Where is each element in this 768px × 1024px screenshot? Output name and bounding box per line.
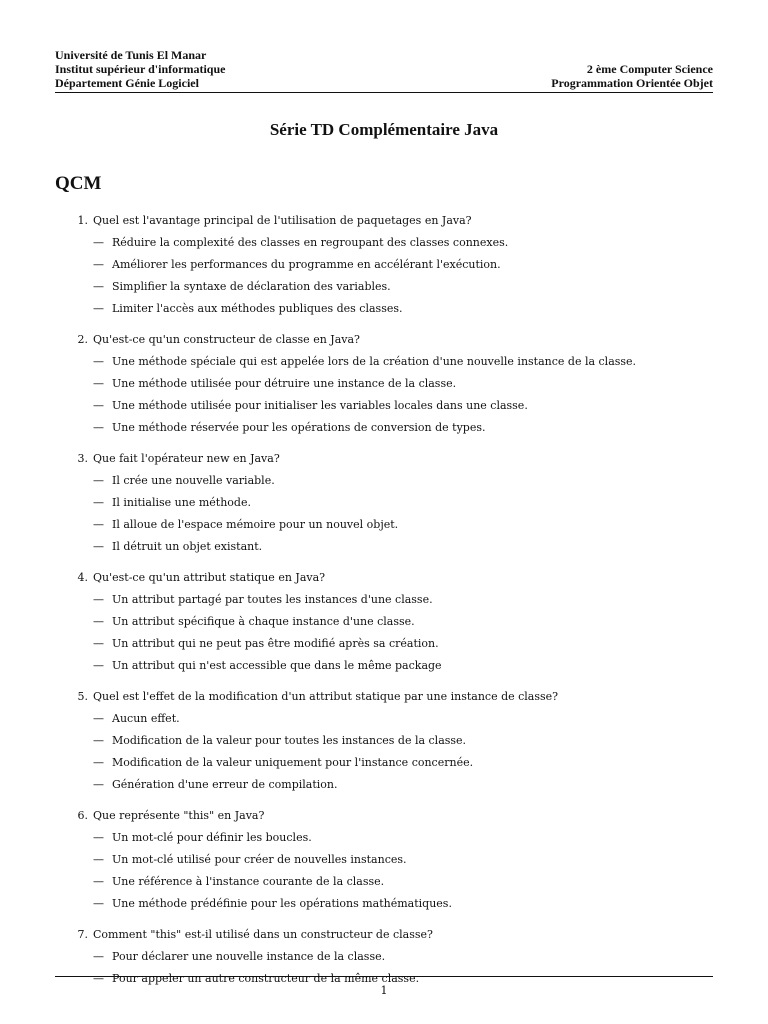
answer-option	[0, 276, 768, 298]
question-number: 5.	[77, 690, 88, 703]
question-line	[0, 448, 768, 470]
option-dash: —	[93, 421, 104, 434]
option-dash: —	[93, 258, 104, 271]
option-dash: —	[93, 778, 104, 791]
question-text: Quel est l'avantage principal de l'utilisation de paquetages en Java?	[93, 214, 472, 227]
option-dash: —	[93, 831, 104, 844]
option-text: Modification de la valeur uniquement pour l'instance concernée.	[112, 756, 474, 769]
header-row-1	[55, 48, 713, 62]
option-text: Il crée une nouvelle variable.	[112, 474, 275, 487]
question-item	[0, 210, 768, 320]
department-name: Département Génie Logiciel	[55, 76, 199, 90]
answer-option	[0, 351, 768, 373]
option-text: Il initialise une méthode.	[112, 496, 251, 509]
option-text: Modification de la valeur pour toutes les instances de la classe.	[112, 734, 467, 747]
institute-name: Institut supérieur d'informatique	[55, 62, 226, 76]
option-dash: —	[93, 474, 104, 487]
answer-option	[0, 373, 768, 395]
option-dash: —	[93, 659, 104, 672]
course-name: Programmation Orientée Objet	[551, 76, 713, 90]
question-item	[0, 686, 768, 796]
question-number: 3.	[77, 452, 88, 465]
question-line	[0, 210, 768, 232]
option-text: Une référence à l'instance courante de la classe.	[112, 875, 385, 888]
answer-option	[0, 298, 768, 320]
answer-option	[0, 730, 768, 752]
option-text: Améliorer les performances du programme en accélérant l'exécution.	[112, 258, 501, 271]
answer-option	[0, 492, 768, 514]
option-dash: —	[93, 875, 104, 888]
answer-option	[0, 849, 768, 871]
option-dash: —	[93, 399, 104, 412]
question-item	[0, 329, 768, 439]
option-text: Un attribut qui n'est accessible que dans le même package	[112, 659, 442, 672]
document-title: Série TD Complémentaire Java	[269, 120, 499, 139]
question-number: 6.	[77, 809, 88, 822]
question-list	[0, 210, 768, 999]
answer-option	[0, 708, 768, 730]
question-item	[0, 567, 768, 677]
question-text: Que fait l'opérateur new en Java?	[93, 452, 280, 465]
question-line	[0, 686, 768, 708]
answer-option	[0, 395, 768, 417]
question-item	[0, 448, 768, 558]
option-text: Il alloue de l'espace mémoire pour un nouvel objet.	[112, 518, 399, 531]
question-line	[0, 924, 768, 946]
question-text: Que représente "this" en Java?	[93, 809, 265, 822]
answer-option	[0, 655, 768, 677]
question-text: Comment "this" est-il utilisé dans un constructeur de classe?	[93, 928, 433, 941]
option-text: Une méthode utilisée pour détruire une instance de la classe.	[112, 377, 457, 390]
answer-option	[0, 470, 768, 492]
option-text: Un mot-clé pour définir les boucles.	[112, 831, 312, 844]
question-text: Qu'est-ce qu'un attribut statique en Java?	[93, 571, 326, 584]
answer-option	[0, 232, 768, 254]
option-dash: —	[93, 615, 104, 628]
answer-option	[0, 893, 768, 915]
option-text: Il détruit un objet existant.	[112, 540, 263, 553]
question-number: 4.	[77, 571, 88, 584]
header-row-2	[55, 62, 713, 76]
option-dash: —	[93, 496, 104, 509]
page-header	[55, 48, 713, 93]
question-number: 7.	[77, 928, 88, 941]
question-number: 2.	[77, 333, 88, 346]
header-row-3	[55, 76, 713, 90]
option-text: Une méthode spéciale qui est appelée lors de la création d'une nouvelle instance de la classe.	[112, 355, 637, 368]
class-level: 2 ème Computer Science	[586, 62, 713, 76]
answer-option	[0, 752, 768, 774]
option-dash: —	[93, 972, 104, 985]
option-text: Réduire la complexité des classes en regroupant des classes connexes.	[112, 236, 509, 249]
option-dash: —	[93, 756, 104, 769]
option-text: Pour appeler un autre constructeur de la même classe.	[112, 972, 420, 985]
question-line	[0, 567, 768, 589]
option-dash: —	[93, 950, 104, 963]
question-item	[0, 805, 768, 915]
answer-option	[0, 589, 768, 611]
option-text: Aucun effet.	[112, 712, 180, 725]
option-text: Simplifier la syntaxe de déclaration des variables.	[112, 280, 391, 293]
option-text: Génération d'une erreur de compilation.	[112, 778, 338, 791]
option-dash: —	[93, 355, 104, 368]
answer-option	[0, 611, 768, 633]
footer-rule	[55, 976, 713, 977]
option-text: Un mot-clé utilisé pour créer de nouvelles instances.	[112, 853, 407, 866]
option-dash: —	[93, 734, 104, 747]
answer-option	[0, 871, 768, 893]
answer-option	[0, 254, 768, 276]
answer-option	[0, 536, 768, 558]
option-dash: —	[93, 897, 104, 910]
university-name: Université de Tunis El Manar	[55, 48, 207, 62]
option-dash: —	[93, 280, 104, 293]
question-line	[0, 329, 768, 351]
question-text: Qu'est-ce qu'un constructeur de classe en Java?	[93, 333, 360, 346]
option-text: Un attribut spécifique à chaque instance d'une classe.	[112, 615, 415, 628]
option-text: Pour déclarer une nouvelle instance de la classe.	[112, 950, 386, 963]
answer-option	[0, 514, 768, 536]
option-dash: —	[93, 236, 104, 249]
header-rule	[55, 92, 713, 93]
option-text: Un attribut partagé par toutes les instances d'une classe.	[112, 593, 433, 606]
option-text: Une méthode prédéfinie pour les opérations mathématiques.	[112, 897, 452, 910]
option-dash: —	[93, 712, 104, 725]
option-dash: —	[93, 853, 104, 866]
page-number: 1	[380, 984, 388, 997]
section-heading: QCM	[55, 173, 102, 194]
option-dash: —	[93, 518, 104, 531]
option-text: Une méthode réservée pour les opérations de conversion de types.	[112, 421, 486, 434]
option-text: Un attribut qui ne peut pas être modifié après sa création.	[112, 637, 439, 650]
option-dash: —	[93, 637, 104, 650]
option-dash: —	[93, 377, 104, 390]
question-text: Quel est l'effet de la modification d'un attribut statique par une instance de classe?	[93, 690, 559, 703]
answer-option	[0, 633, 768, 655]
answer-option	[0, 946, 768, 968]
question-number: 1.	[77, 214, 88, 227]
answer-option	[0, 417, 768, 439]
question-item	[0, 924, 768, 990]
answer-option	[0, 827, 768, 849]
answer-option	[0, 774, 768, 796]
option-dash: —	[93, 302, 104, 315]
option-text: Une méthode utilisée pour initialiser les variables locales dans une classe.	[112, 399, 528, 412]
question-line	[0, 805, 768, 827]
option-dash: —	[93, 593, 104, 606]
option-text: Limiter l'accès aux méthodes publiques des classes.	[112, 302, 403, 315]
option-dash: —	[93, 540, 104, 553]
